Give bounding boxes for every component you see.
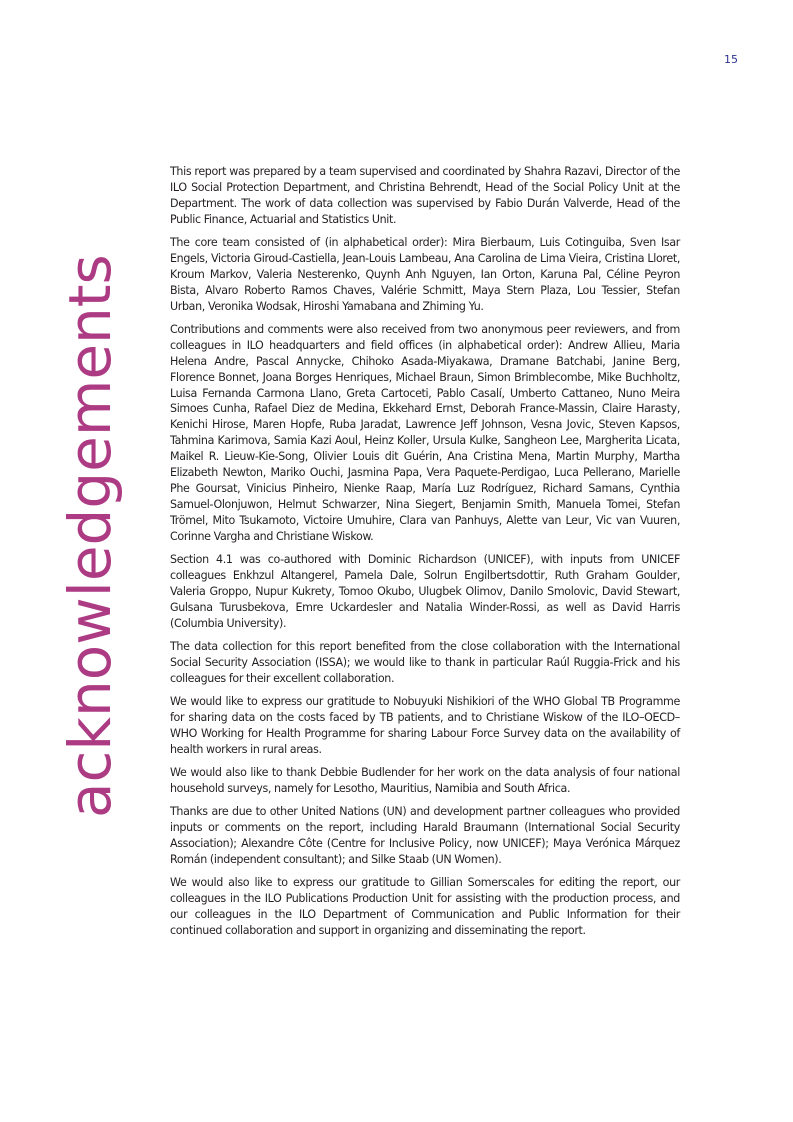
section-title: acknowledgements: [56, 254, 124, 818]
body-text: [170, 164, 680, 946]
section-title-container: [55, 163, 125, 818]
paragraph-core-team: The core team consisted of (in alphabetical order): Mira Bierbaum, Luis Cotinguiba, Sven Isar Engels, Victoria Giroud-Castiella, Jean-Louis Lambeau, Ana Carolina de Lima Vieira, Cristina Lloret, Kroum Markov, Valeria Nesterenko, Quynh Anh Nguyen, Ian Orton, Karuna Pal, Céline Peyron Bista, Alvaro Roberto Ramos Chaves, Valérie Schmitt, Maya Stern Plaza, Lou Tessier, Stefan Urban, Veronika Wodsak, Hiroshi Yamabana and Zhiming Yu.: [170, 236, 680, 313]
paragraph-editing: We would also like to express our gratitude to Gillian Somerscales for editing the report, our colleagues in the ILO Publications Production Unit for assisting with the production process, and our colleagues in the ILO Department of Communication and Public Information for their continued collaboration and support in organizing and disseminating the report.: [170, 876, 680, 937]
paragraph-unicef: Section 4.1 was co-authored with Dominic Richardson (UNICEF), with inputs from UNICEF colleagues Enkhzul Altangerel, Pamela Dale, Solrun Engilbertsdottir, Ruth Graham Goulder, Valeria Groppo, Nupur Kukrety, Tomoo Okubo, Ulugbek Olimov, Danilo Smolovic, David Stewart, Gulsana Turusbekova, Emre Uckardesler and Natalia Winder-Rossi, as well as David Harris (Columbia University).: [170, 553, 680, 630]
paragraph-team: This report was prepared by a team supervised and coordinated by Shahra Razavi, Director of the ILO Social Protection Department, and Christina Behrendt, Head of the Social Policy Unit at the Department. The work of data collection was supervised by Fabio Durán Valverde, Head of the Public Finance, Actuarial and Statistics Unit.: [170, 165, 680, 226]
paragraph-contributors: Contributions and comments were also received from two anonymous peer reviewers, and from colleagues in ILO headquarters and field offices (in alphabetical order): Andrew Allieu, Maria Helena Andre, Pascal Annycke, Chihoko Asada-Miyakawa, Dramane Batchabi, Janine Berg, Florence Bonnet, Joana Borges Henriques, Michael Braun, Simon Brimblecombe, Mike Buchholtz, Luisa Fernanda Carmona Llano, Greta Cartoceti, Pablo Casalí, Umberto Cattaneo, Nuno Meira Simoes Cunha, Rafael Diez de Medina, Ekkehard Ernst, Deborah France-Massin, Claire Harasty, Kenichi Hirose, Maren Hopfe, Ruba Jaradat, Lawrence Jeff Johnson, Vesna Jovic, Steven Kapsos, Tahmina Karimova, Samia Kazi Aoul, Heinz Koller, Ursula Kulke, Sangheon Lee, Margherita Licata, Maikel R. Lieuw-Kie-Song, Olivier Louis dit Guérin, Ana Cristina Mena, Martin Murphy, Martha Elizabeth Newton, Mariko Ouchi, Jasmina Papa, Vera Paquete-Perdigao, Luca Pellerano, Marielle Phe Goursat, Vinicius Pinheiro, Nienke Raap, María Luz Rodríguez, Richard Samans, Cynthia Samuel-Olonjuwon, Helmut Schwarzer, Nina Siegert, Benjamin Smith, Manuela Tomei, Stefan Trömel, Mito Tsukamoto, Victoire Umuhire, Clara van Panhuys, Alette van Leur, Vic van Vuuren, Corinne Vargha and Christiane Wiskow.: [170, 322, 680, 543]
page-number: 15: [724, 53, 738, 66]
paragraph-surveys: We would also like to thank Debbie Budlender for her work on the data analysis of four national household surveys, namely for Lesotho, Mauritius, Namibia and South Africa.: [170, 766, 680, 795]
paragraph-issa: The data collection for this report benefited from the close collaboration with the International Social Security Association (ISSA); we would like to thank in particular Raúl Ruggia-Frick and his colleagues for their excellent collaboration.: [170, 639, 680, 685]
paragraph-un-partners: Thanks are due to other United Nations (UN) and development partner colleagues who provided inputs or comments on the report, including Harald Braumann (International Social Security Association); Alexandre Côte (Centre for Inclusive Policy, now UNICEF); Maya Verónica Márquez Román (independent consultant); and Silke Staab (UN Women).: [170, 805, 680, 866]
paragraph-who: We would like to express our gratitude to Nobuyuki Nishikiori of the WHO Global TB Programme for sharing data on the costs faced by TB patients, and to Christiane Wiskow of the ILO–OECD–WHO Working for Health Programme for sharing Labour Force Survey data on the availability of health workers in rural areas.: [170, 695, 680, 756]
